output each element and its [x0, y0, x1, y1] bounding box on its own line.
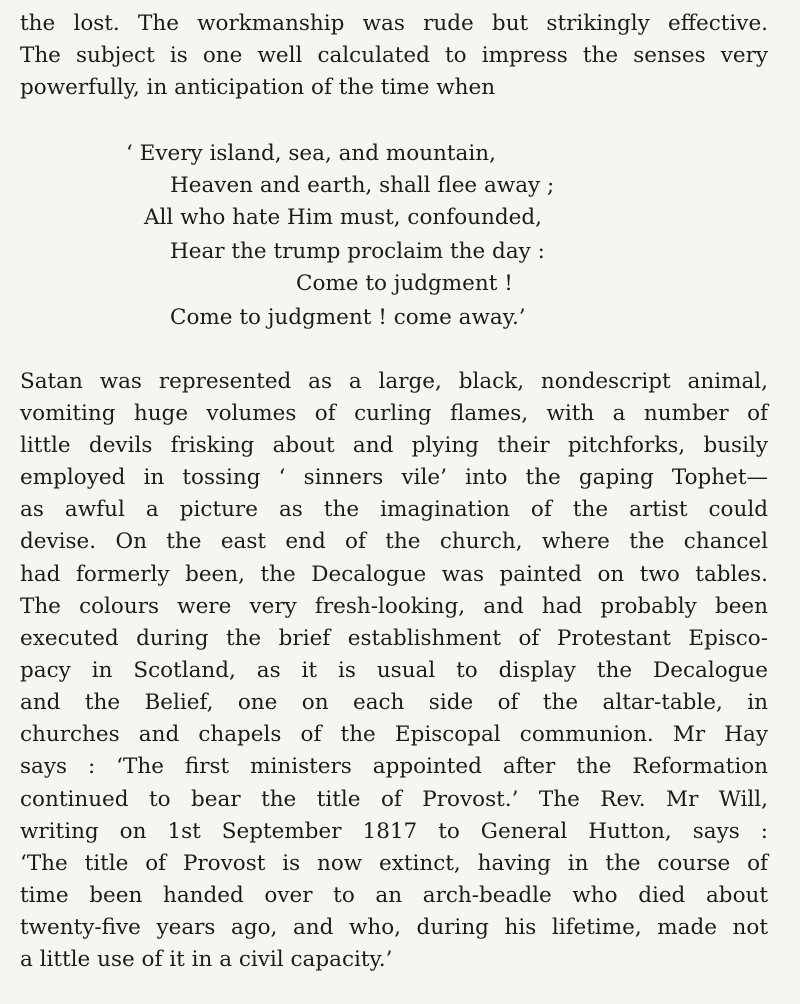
paragraph-2-line-16: ‘The title of Provost is now extinct, having in the course of [20, 851, 768, 876]
paragraph-2-line-13: says : ‘The first ministers appointed after the Reformation [20, 754, 768, 779]
paragraph-2-line-12: churches and chapels of the Episcopal communion. Mr Hay [20, 722, 768, 747]
paragraph-2-line-15: writing on 1st September 1817 to General Hutton, says : [20, 819, 768, 844]
paragraph-2-line-14: continued to bear the title of Provost.’ The Rev. Mr Will, [20, 787, 768, 812]
paragraph-1-line-3: powerfully, in anticipation of the time when [20, 75, 496, 100]
verse-line-2: Heaven and earth, shall flee away ; [170, 173, 555, 198]
paragraph-2-line-4: employed in tossing ‘ sinners vile’ into the gaping Tophet— [20, 465, 768, 490]
paragraph-1-line-1: the lost. The workmanship was rude but strikingly effective. [20, 11, 768, 36]
verse-line-5: Come to judgment ! [296, 271, 513, 296]
paragraph-2-line-6: devise. On the east end of the church, where the chancel [20, 529, 768, 554]
paragraph-2-line-2: vomiting huge volumes of curling flames, with a number of [20, 401, 768, 426]
paragraph-2-line-1: Satan was represented as a large, black, nondescript animal, [20, 369, 768, 394]
paragraph-2-line-9: executed during the brief establishment of Protestant Episco- [20, 626, 768, 651]
paragraph-2-line-7: had formerly been, the Decalogue was painted on two tables. [20, 562, 768, 587]
verse-line-4: Hear the trump proclaim the day : [170, 239, 545, 264]
paragraph-2-line-10: pacy in Scotland, as it is usual to display the Decalogue [20, 658, 768, 683]
paragraph-2-line-8: The colours were very fresh-looking, and had probably been [20, 594, 768, 619]
paragraph-2-line-19: a little use of it in a civil capacity.’ [20, 947, 393, 972]
paragraph-2-line-11: and the Belief, one on each side of the altar-table, in [20, 690, 768, 715]
verse-line-1: ‘ Every island, sea, and mountain, [126, 141, 496, 166]
paragraph-2-line-5: as awful a picture as the imagination of the artist could [20, 497, 768, 522]
paragraph-2-line-3: little devils frisking about and plying their pitchforks, busily [20, 433, 768, 458]
verse-line-6: Come to judgment ! come away.’ [170, 305, 526, 330]
paragraph-1-line-2: The subject is one well calculated to impress the senses very [20, 43, 768, 68]
verse-line-3: All who hate Him must, confounded, [144, 205, 542, 230]
paragraph-2-line-18: twenty-five years ago, and who, during his lifetime, made not [20, 915, 768, 940]
paragraph-2-line-17: time been handed over to an arch-beadle who died about [20, 883, 768, 908]
